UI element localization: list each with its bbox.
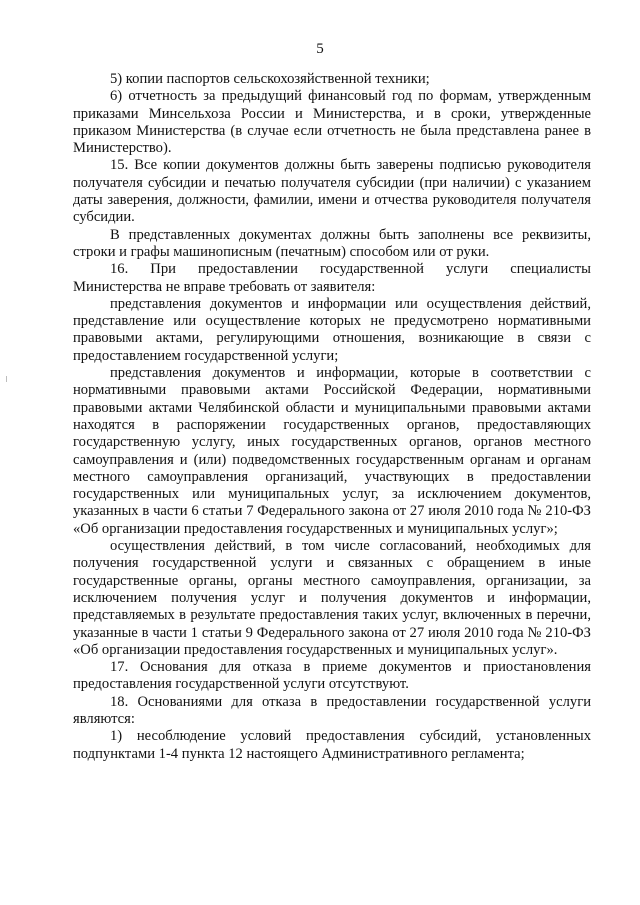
paragraph-18: 18. Основаниями для отказа в предоставлении государственной услуги являются: [73, 693, 591, 727]
paragraph-item-6: 6) отчетность за предыдущий финансовый год по формам, утвержденным приказами Минсельхоза России и Министерства, и в сроки, утвержденные приказом Министерства (в случае если отчетность не была представлена ранее в Министерство). [73, 88, 591, 157]
paragraph-requisites: В представленных документах должны быть заполнены все реквизиты, строки и графы машинописным (печатным) способом или от руки. [73, 226, 591, 260]
page-number: 5 [316, 41, 324, 57]
scan-margin-mark [6, 376, 7, 382]
paragraph-item-5: 5) копии паспортов сельскохозяйственной техники; [110, 71, 430, 87]
paragraph-16-clause-1: представления документов и информации или осуществления действий, представление или осуществление которых не предусмотрено нормативными правовыми актами, регулирующими отношения, возникающие в связи с предоставлением государственной услуги; [73, 295, 591, 364]
paragraph-16-clause-3: осуществления действий, в том числе согласований, необходимых для получения государственной услуги и связанных с обращением в иные государственные органы, органы местного самоуправления, организации, за исключением получения услуг и получения документов и информации, представляемых в результате предоставления таких услуг, включенных в перечни, указанные в части 1 статьи 9 Федерального закона от 27 июля 2010 года № 210-ФЗ «Об организации предоставления государственных и муниципальных услуг». [73, 538, 591, 658]
paragraph-17: 17. Основания для отказа в приеме документов и приостановления предоставления государственной услуги отсутствуют. [73, 659, 591, 693]
paragraph-15: 15. Все копии документов должны быть заверены подписью руководителя получателя субсидии и печатью получателя субсидии (при наличии) с указанием даты заверения, должности, фамилии, имени и отчества руководителя получателя субсидии. [73, 157, 591, 226]
paragraph-16-clause-2: представления документов и информации, которые в соответствии с нормативными правовыми актами Российской Федерации, нормативными правовыми актами Челябинской области и муниципальными правовыми актами находятся в распоряжении государственных органов, предоставляющих государственную услугу, иных государственных органов, органов местного самоуправления и (или) подведомственных государственным органам и органам местного самоуправления организаций, участвующих в предоставлении государственных или муниципальных услуг, за исключением документов, указанных в части 6 статьи 7 Федерального закона от 27 июля 2010 года № 210-ФЗ «Об организации предоставления государственных и муниципальных услуг»; [73, 365, 591, 537]
document-body [73, 71, 591, 763]
paragraph-18-item-1: 1) несоблюдение условий предоставления субсидий, установленных подпунктами 1-4 пункта 12 настоящего Административного регламента; [73, 728, 591, 762]
paragraph-16: 16. При предоставлении государственной услуги специалисты Министерства не вправе требовать от заявителя: [73, 261, 591, 295]
